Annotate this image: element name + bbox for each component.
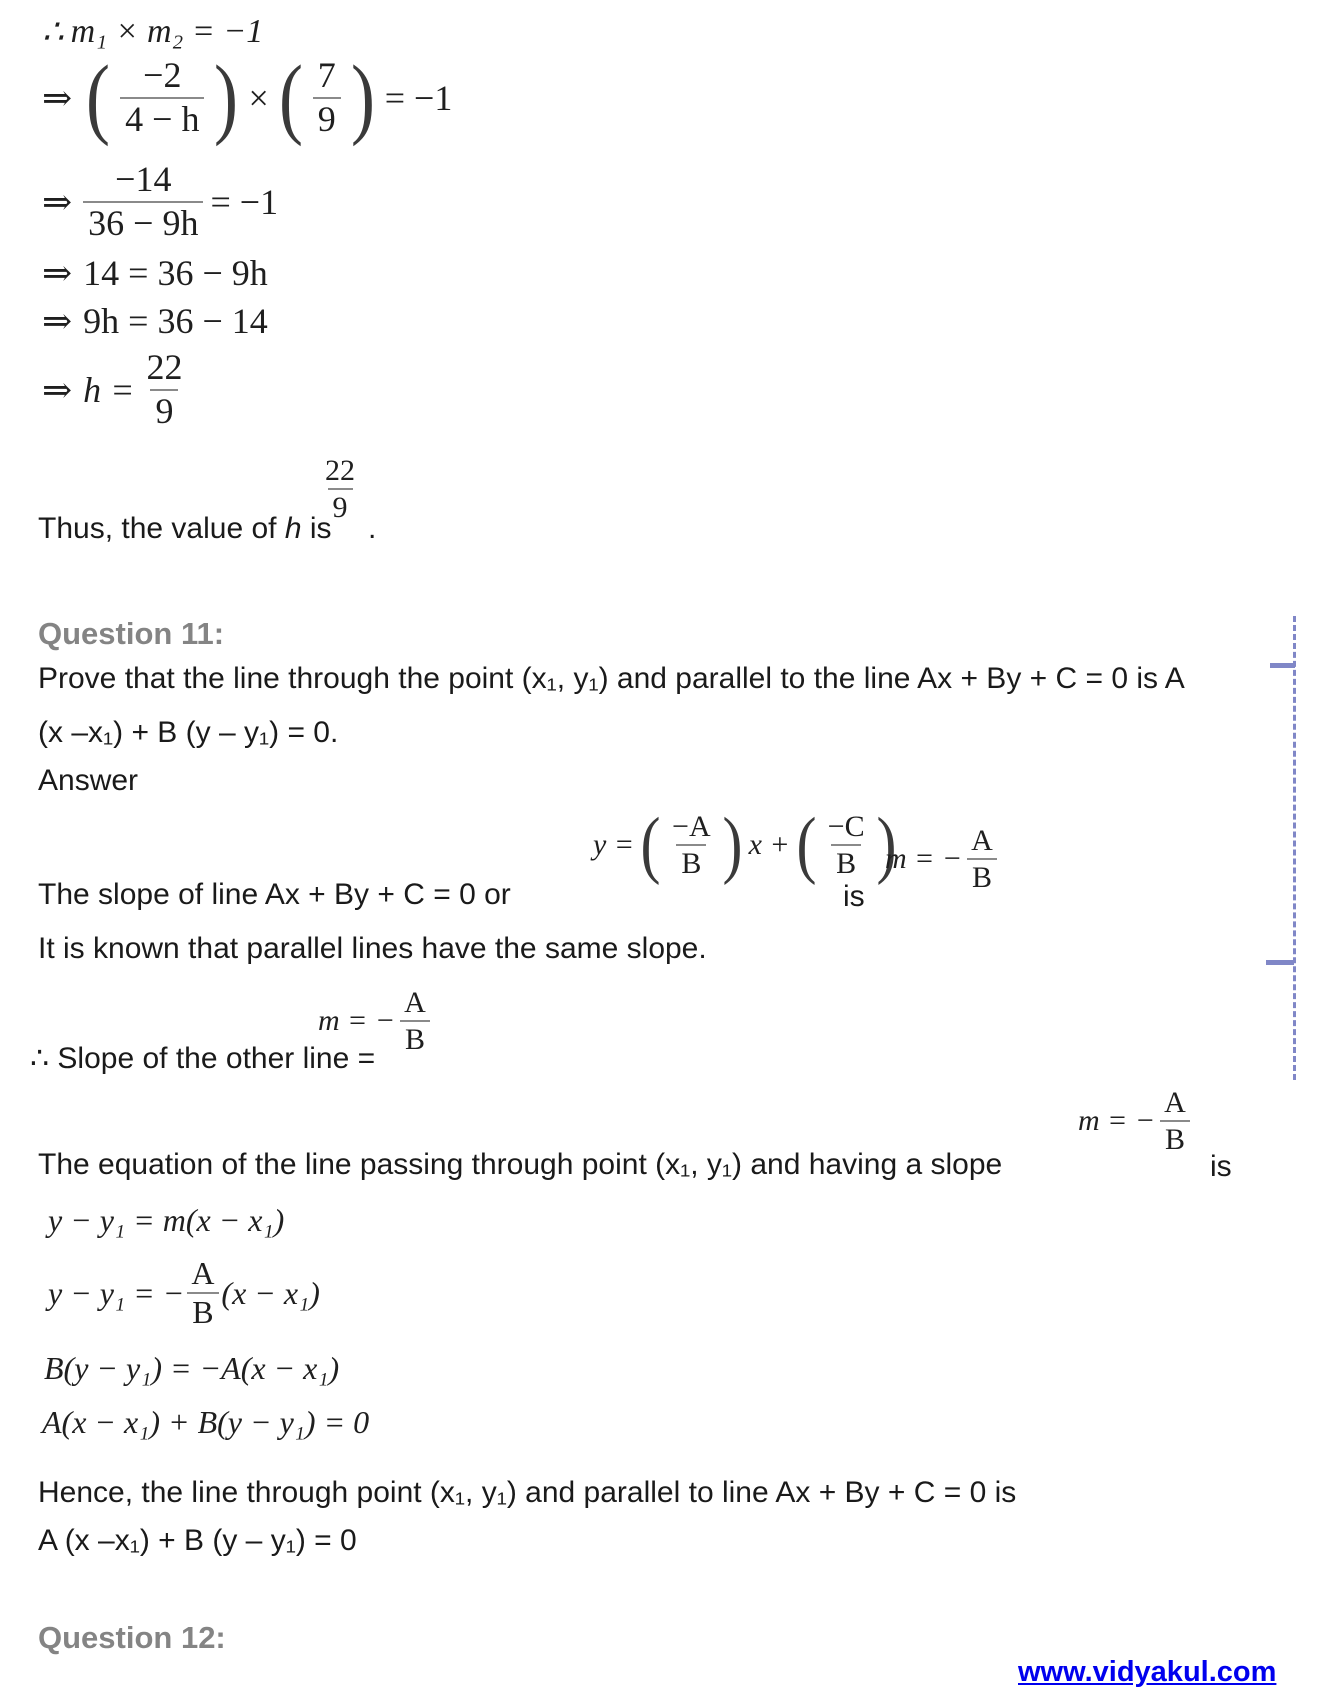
times-operator: × [248, 77, 269, 118]
selection-tick-mark [1270, 663, 1295, 668]
denominator: 9 [328, 488, 353, 524]
denominator: 36 − 9h [83, 201, 203, 244]
denominator: B [831, 844, 861, 880]
variable-h: h [284, 512, 302, 545]
numerator: A [191, 1255, 215, 1291]
equation-m1-m2 [42, 12, 263, 52]
implies-icon: ⇒ [42, 369, 72, 410]
formula-lhs: m = − [1078, 1104, 1156, 1137]
slope-sentence-text: The slope of line Ax + By + C = 0 or [38, 878, 511, 911]
question-11-heading: Question 11: [38, 616, 225, 651]
question-12-heading: Question 12: [38, 1620, 226, 1655]
question-11-text-line-2: (x –x₁) + B (y – y₁) = 0. [38, 716, 339, 749]
numerator: 22 [146, 347, 183, 387]
equation-step-4 [42, 300, 268, 342]
numerator: A [404, 986, 426, 1019]
denominator: B [676, 844, 706, 880]
is-label: is [1210, 1150, 1232, 1183]
equation-step-3 [42, 252, 268, 294]
equation-step-5 [42, 348, 187, 431]
denominator: 9 [313, 97, 341, 140]
denominator: 9 [150, 389, 178, 432]
numerator: A [1164, 1086, 1186, 1119]
right-paren: ) [722, 803, 743, 887]
period: . [368, 512, 377, 545]
denominator: 4 − h [120, 97, 204, 140]
conclusion-line-1: Hence, the line through point (x₁, y₁) and parallel to line Ax + By + C = 0 is [38, 1476, 1017, 1509]
numerator: 22 [325, 454, 355, 487]
derivation-eq-3: B(y − y₁) = −A(x − x₁) [44, 1350, 340, 1386]
right-paren: ) [214, 47, 239, 147]
numerator: 7 [317, 55, 336, 95]
vidyakul-link[interactable]: www.vidyakul.com [1018, 1656, 1277, 1688]
equation-sentence-text: The equation of the line passing through point (x₁, y₁) and having a slope [38, 1148, 1003, 1181]
equation-text: m₁ × m₂ = −1 [70, 13, 264, 50]
implies-icon: ⇒ [42, 301, 72, 341]
fraction [120, 56, 204, 139]
question-11-text-line-1: Prove that the line through the point (x₁, y₁) and parallel to the line Ax + By + C = 0 is A [38, 662, 1185, 695]
equation-slope-formula [1078, 1086, 1191, 1156]
derivation-eq-2 [48, 1256, 320, 1330]
fraction [186, 1256, 219, 1330]
equation-text: 14 = 36 − 9h [83, 253, 268, 293]
equation-lhs: y − y₁ = − [48, 1274, 185, 1311]
selection-dashed-line [1293, 616, 1296, 1080]
implies-icon: ⇒ [42, 181, 72, 222]
other-slope-text: ∴ Slope of the other line = [30, 1042, 376, 1075]
conclusion-line-2: A (x –x₁) + B (y – y₁) = 0 [38, 1524, 357, 1557]
formula-lhs: m = − [885, 842, 963, 875]
numerator: A [971, 824, 993, 857]
statement-text: Thus, the value of [38, 512, 285, 545]
fraction [823, 810, 870, 880]
equation-lhs: h = [83, 369, 135, 410]
formula-mid: x + [748, 828, 790, 861]
right-paren: ) [876, 803, 897, 887]
formula-lhs: m = − [318, 1004, 396, 1037]
selection-tick-mark [1266, 960, 1294, 965]
thus-statement [38, 512, 332, 547]
fraction [141, 348, 187, 431]
equation-step-2 [42, 160, 278, 243]
fraction [1159, 1086, 1191, 1156]
therefore-icon: ∴ [42, 14, 64, 51]
left-paren: ( [640, 803, 661, 887]
equation-rhs: (x − x₁) [221, 1274, 320, 1311]
fraction [313, 56, 341, 139]
fraction [83, 160, 203, 243]
implies-icon: ⇒ [42, 253, 72, 293]
fraction [667, 810, 716, 880]
left-paren: ( [796, 803, 817, 887]
answer-label: Answer [38, 764, 139, 797]
slope-value-formula [885, 824, 998, 894]
left-paren: ( [86, 47, 111, 147]
derivation-eq-4: A(x − x₁) + B(y − y₁) = 0 [42, 1404, 370, 1440]
denominator: B [187, 1292, 218, 1330]
fraction [399, 986, 431, 1056]
right-paren: ) [350, 47, 375, 147]
numerator: −2 [143, 55, 182, 95]
implies-icon: ⇒ [42, 77, 72, 118]
is-label: is [843, 880, 865, 913]
equation-rhs: = −1 [384, 77, 453, 118]
denominator: B [400, 1020, 430, 1056]
numerator: −C [827, 810, 865, 843]
fraction [966, 824, 998, 894]
left-paren: ( [278, 47, 303, 147]
numerator: −14 [115, 159, 172, 199]
equation-text: 9h = 36 − 14 [83, 301, 268, 341]
equation-rhs: = −1 [210, 181, 279, 222]
derivation-eq-1: y − y₁ = m(x − x₁) [48, 1202, 285, 1238]
formula-lhs: y = [593, 828, 635, 861]
slope-formula [593, 803, 899, 887]
parallel-lines-text: It is known that parallel lines have the same slope. [38, 932, 707, 965]
statement-text: is [301, 512, 332, 545]
numerator: −A [672, 810, 711, 843]
equation-step-1 [42, 47, 453, 147]
denominator: B [1160, 1120, 1190, 1156]
denominator: B [967, 858, 997, 894]
